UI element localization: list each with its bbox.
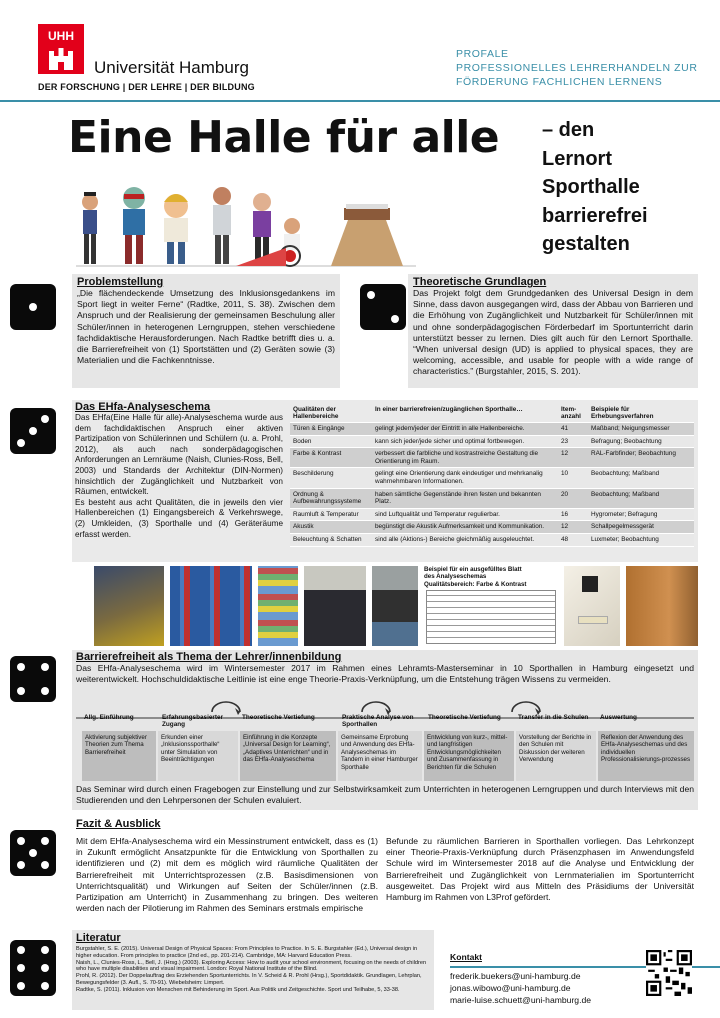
flow-box: Erkunden einer „Inklusionssporthalle“ unter Simulation von Beeinträchtigungen <box>158 731 238 781</box>
photo-gym-equipment <box>94 566 164 646</box>
contact-email[interactable]: frederik.buekers@uni-hamburg.de <box>450 971 581 981</box>
table-header: Beispiele für Erhebungsverfahren <box>588 404 694 423</box>
section-title: Das EHfa-Analyseschema <box>75 401 211 413</box>
photo-door <box>626 566 698 646</box>
photo-storage-room <box>170 566 252 646</box>
section-title: Theoretische Grundlagen <box>413 276 547 288</box>
theory-section <box>408 274 698 388</box>
section-title: Barrierefreiheit als Thema der Lehrer/innenbildung <box>76 651 342 663</box>
section-title: Fazit & Ausblick <box>76 818 161 830</box>
die-three-icon <box>10 408 56 454</box>
poster-subtitle <box>542 116 648 259</box>
table-row: Raumluft & Temperatur sind Luftqualität und Temperatur regulierbar. 16 Hygrometer; Befragung <box>290 508 694 521</box>
table-header: In einer barrierefreien/zugänglichen Sporthalle… <box>372 404 558 423</box>
table-row: Farbe & Kontrast verbessert die farbliche und kostrastreiche Gestaltung die Orientierung im Raum. 12 RAL-Farbfinder; Beobachtung <box>290 448 694 468</box>
literature-entry: Radtke, S. (2011). Inklusion von Menschen mit Behinderung im Sport. Aus Politik und Zeitgeschichte. Sport und Teilhabe, 5, 33-38. <box>76 986 400 993</box>
header-rule <box>0 100 720 102</box>
flow-step: Erfahrungsbasierter Zugang <box>162 714 224 728</box>
contact-block <box>450 952 640 1006</box>
flow-step: Theoretische Vertiefung <box>242 714 315 721</box>
die-six-icon <box>10 940 56 996</box>
section-body: Das Projekt folgt dem Grundgedanken des Universal Design in dem Sinne, dass davon ausgegangen wird, dass der Abbau von Barrieren und die Erhöhung von Zugänglichkeit und Nutzbarkeit für Schüler/innen mit und ohne sonderpädagogischen Förderbedarf im Sportunterricht darin unterstützt besser zu lernen. Dies gilt auch für den Lernort Sporthalle. “When universal design (UD) is applied to physical spaces, they are welcoming, accessible, and usable for people with a wide range of characteristics.” (Burgstahler, 2015, S. 201). <box>413 288 693 377</box>
section-body: Das Seminar wird durch einen Fragebogen zur Einstellung und zur Selbstwirksamkeit zum Unterrichten in heterogenen Lerngruppen und durch Interviews mit den Studierenden und den Lehrpersonen der Schulen evaluiert. <box>76 784 694 806</box>
photo-students-group <box>304 566 366 646</box>
qr-code-icon[interactable] <box>646 950 692 996</box>
flow-step: Theoretische Vertiefung <box>428 714 501 721</box>
profale-block <box>456 47 698 89</box>
university-subline: DER FORSCHUNG | DER LEHRE | DER BILDUNG <box>38 82 255 92</box>
table-row: Ordnung & Aufbewahrungssysteme haben sämtliche Gegenstände ihren festen und bekannten Platz. 20 Beobachtung; Maßband <box>290 488 694 508</box>
flow-box: Entwicklung von kurz-, mittel- und langfristigen Entwicklungsmöglichkeiten und Zusammenfassung in Berichten für die Schulen <box>424 731 514 781</box>
section-body: Es besteht aus acht Qualitäten, die in jeweils den vier Hallenbereichen (1) Eingangsbereich & Verkehrswege, (2) Umkleiden, (3) Sporthalle und (4) Geräteräume erfasst werden. <box>75 497 283 539</box>
photo-student-pair <box>372 566 418 646</box>
profale-line: PROFESSIONELLES LEHRERHANDELN ZUR <box>456 62 698 74</box>
flow-box: Reflexion der Anwendung des EHfa-Analyseschemas und des individuellen Professionalisierungs-prozesses <box>598 731 694 781</box>
analysis-sheet-example <box>424 566 558 646</box>
die-five-icon <box>10 830 56 876</box>
contact-email[interactable]: marie-luise.schuett@uni-hamburg.de <box>450 995 592 1005</box>
contact-email[interactable]: jonas.wibowo@uni-hamburg.de <box>450 983 571 993</box>
qualities-table <box>290 404 694 547</box>
table-row: Beschilderung gelingt eine Orientierung dank eindeutiger und mehrkanalig wahrnehmbaren Informationen. 10 Beobachtung; Maßband <box>290 468 694 488</box>
table-row: Akustik begünstigt die Akustik Aufmerksamkeit und Kommunikation. 12 Schallpegelmessgerät <box>290 521 694 534</box>
literature-entry: Burgstahler, S. E. (2015). Universal Design of Physical Spaces: From Principles to Practice. In S. E. Burgstahler (Ed.), Universal design in higher education. From principles to practice (2nd ed., pp. 201-214). Cambridge, MA: Harvard Education Press. <box>76 946 418 959</box>
castle-icon <box>46 48 76 70</box>
table-row: Boden kann sich jeder/jede sicher und optimal fortbewegen. 23 Befragung; Beobachtung <box>290 435 694 448</box>
contact-title: Kontakt <box>450 952 482 962</box>
literature-section <box>72 930 434 1010</box>
flow-step: Allg. Einführung <box>84 714 134 721</box>
conclusion-section <box>72 818 698 922</box>
flow-step: Praktische Analyse von Sporthallen <box>342 714 414 728</box>
table-row: Türen & Eingänge gelingt jedem/jeder der Eintritt in alle Hallenbereiche. 41 Maßband; Neigungsmesser <box>290 423 694 436</box>
flow-box: Einführung in die Konzepte „Universal Design for Learning“, „Adaptives Unterrichten“ und in das EHfa-Analyseschema <box>240 731 336 781</box>
table-header: Qualitäten der Hallenbereiche <box>290 404 372 423</box>
subtitle-line: gestalten <box>542 233 630 255</box>
qualities-table-wrap <box>290 404 694 547</box>
photo-signage <box>564 566 620 646</box>
ehfa-section <box>72 400 698 562</box>
poster-title: Eine Halle für alle <box>68 112 500 163</box>
logo-text: UHH <box>48 29 74 43</box>
literature-entry: Prohl, R. (2012). Der Doppelauftrag des Erziehenden Sportunterrichts. In V. Scheid & R. Prohl (Hrsg.), Sportdidaktik. Grundlagen, Lehrplan, Bewegungsfelder (3. Aufl., S. 70-91). Wiebelsheim: Limpert. <box>76 973 422 986</box>
sheet-grid <box>426 590 556 644</box>
die-four-icon <box>10 656 56 702</box>
university-logo <box>38 24 84 74</box>
flow-box: Vorstellung der Berichte in den Schulen mit Diskussion der weiteren Verwendung <box>516 731 596 781</box>
sheet-caption: Beispiel für ein ausgefülltes Blatt des Analyseschemas Qualitätsbereich: Farbe & Kontrast <box>424 566 527 588</box>
section-title: Problemstellung <box>77 276 164 288</box>
subtitle-line: barrierefrei <box>542 204 648 227</box>
flow-step: Transfer in die Schulen <box>518 714 589 721</box>
section-body: Das EHfa(Eine Halle für alle)-Analyseschema wurde aus dem fachdidaktischen Anspruch einer aktiven Partizipation von Schülerinnen und Schülern (u. a. Prohl, 2012), als auch nach sonderpädagogischen Anforderungen an Lernräume (Naish, Clunies-Ross, Bell, 2003) und Standards der Architektur (DIN-Normen) hinsichtlich der Zugänglichkeit und Nutzbarkeit von Räumen, entwickelt. <box>75 413 283 497</box>
university-name: Universität Hamburg <box>94 58 249 77</box>
profale-line: FÖRDERUNG FACHLICHEN LERNENS <box>456 76 663 88</box>
section-body: „Die flächendeckende Umsetzung des Inklusionsgedankens im Sport liegt in weiter Ferne“ (Radtke, 2011, S. 38). Zwischen dem Anspruch und der Realisierung der gemeinsamen Beschulung aller Schüler/innen in heterogenen Lerngruppen, stehen verschiedene fachdidaktische Herausforderungen. Nach Radtke betrifft dies u. a. die Barrierefreiheit von (1) Sportstätten und (2) Geräten sowie (3) Materialien und die Fachkenntnisse. <box>77 288 335 366</box>
section-title: Literatur <box>76 932 121 944</box>
photo-color-contrast <box>258 566 298 646</box>
flow-box: Gemeinsame Erprobung und Anwendung des EHfa-Analyseschemas im Tandem in einer Hamburger Sporthalle <box>338 731 422 781</box>
subtitle-line: Sporthalle <box>542 176 640 198</box>
characters-illustration <box>76 180 416 270</box>
table-row: Beleuchtung & Schatten sind alle (Aktions-) Bereiche gleichmäßig ausgeleuchtet. 48 Luxmeter; Beobachtung <box>290 533 694 546</box>
problem-section <box>72 274 340 388</box>
subtitle-line: Lernort <box>542 147 612 170</box>
poster-header <box>0 0 720 100</box>
die-two-icon <box>360 284 406 330</box>
subtitle-line: – den <box>542 119 595 141</box>
conclusion-column: Mit dem EHfa-Analyseschema wird ein Messinstrument entwickelt, dass es (1) in Zukunft ermöglicht Ansatzpunkte für die Entwicklung von Sporthallen zu identifizieren und (2) mit dem es möglich wird räumliche Qualitäten der Barrierefreiheit mit Unterrichtsprozessen (z.B. Basisdimensionen von Unterrichtsqualität) und Wirkungen auf Seiten der Schüler/innen (z.B. Partizipation am Unterricht) in Zusammenhang zu bringen. Des weiteren werden nach der Pilotierung im Rahmen des Seminars erstmals empirische <box>76 836 378 914</box>
profale-line: PROFALE <box>456 48 509 60</box>
barrier-section <box>72 650 698 810</box>
table-header: Item-anzahl <box>558 404 588 423</box>
flow-step: Auswertung <box>600 714 637 721</box>
conclusion-column: Befunde zu räumlichen Barrieren in Sporthallen vorliegen. Das Lehrkonzept einer Theorie-Praxis-Verknüpfung durch Präsenzphasen im Anwendungsfeld Schule wird im Wintersemester 2018 auf die Analyse und Entwicklung der Barrierefreiheit und Zugänglichkeit von Lernmaterialien im Sportunterricht ausgeweitet. Das Projekt wird aus Mitteln des Präsidiums der Universität Hamburg im Rahmen von L3Prof gefördert. <box>386 836 694 903</box>
flow-box: Aktivierung subjektiver Theorien zum Thema Barrierefreiheit <box>82 731 156 781</box>
section-body: Das EHfa-Analyseschema wird im Wintersemester 2017 im Rahmen eines Lehramts-Masterseminar in 10 Sporthallen in Hamburg eingesetzt und weiterentwickelt. Hochschuldidaktische Leitlinie ist eine enge Theorie-Praxis-Verknüpfung, um die Entstehung trägen Wissens zu vermeiden. <box>76 663 694 685</box>
literature-entry: Naish, L., Clunies-Ross, L., Bell, J. (Hrsg.) (2003). Exploring Access: How to audit your school environment, focusing on the needs of children who have multiple disabilities and visual impairment. London: Royal National Institute of the Blind. <box>76 959 427 973</box>
die-one-icon <box>10 284 56 330</box>
